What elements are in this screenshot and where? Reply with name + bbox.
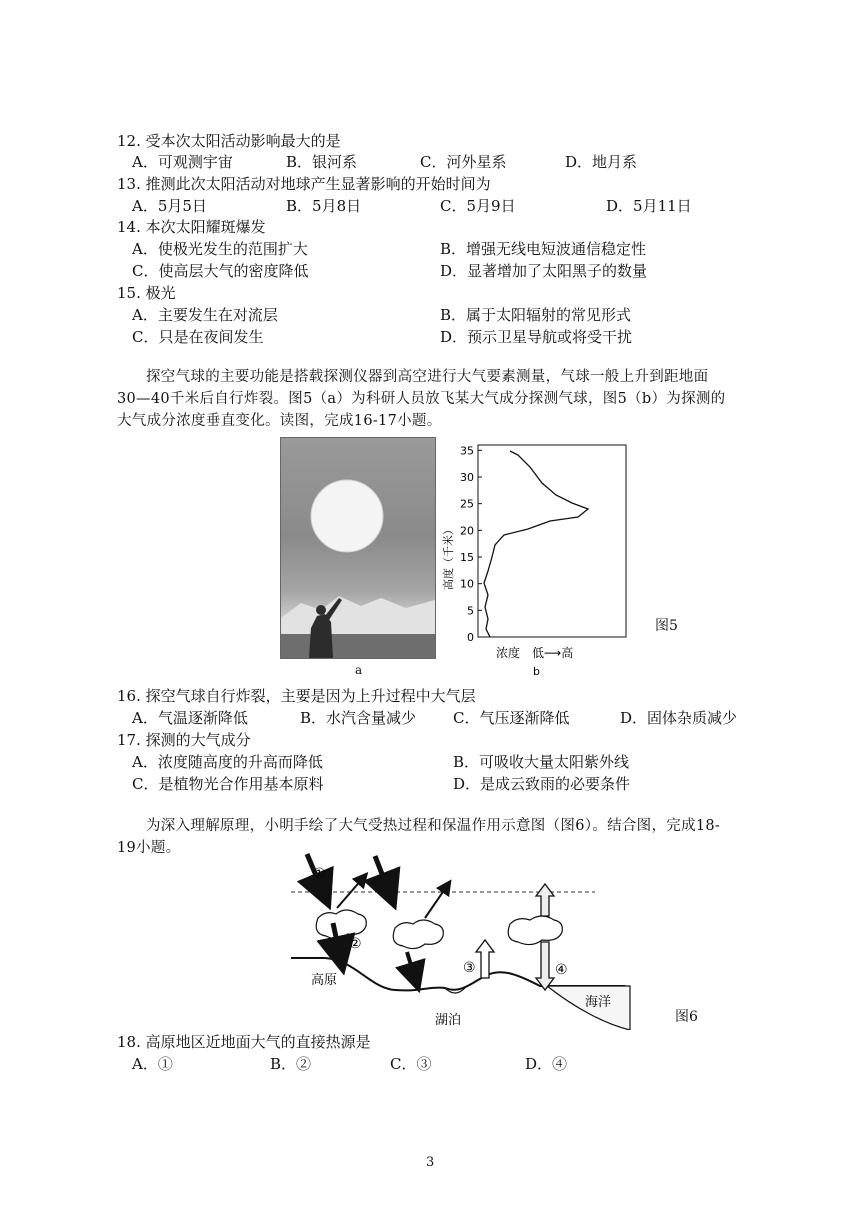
q15-option-c: C．只是在夜间发生	[132, 328, 264, 346]
reflected-arrow-1	[337, 878, 363, 908]
question-12-stem: 12. 受本次太阳活动影响最大的是	[117, 132, 341, 150]
q18-option-d: D．④	[525, 1055, 568, 1073]
q15-option-b: B．属于太阳辐射的常见形式	[440, 306, 632, 324]
passage1-line2: 30—40千米后自行炸裂。图5（a）为科研人员放飞某大气成分探测气球，图5（b）为探测的	[117, 391, 726, 407]
figure5-sub-a-label: a	[355, 663, 363, 677]
q17-option-a: A．浓度随高度的升高而降低	[132, 753, 323, 771]
q15-option-d: D．预示卫星导航或将受干扰	[440, 328, 633, 346]
question-14-stem: 14. 本次太阳耀斑爆发	[117, 218, 266, 236]
q16-option-a: A．气温逐渐降低	[132, 709, 248, 727]
atmospheric-counter-radiation-arrow	[536, 942, 554, 990]
page-number: 3	[426, 1155, 435, 1170]
ground-radiation-arrow	[476, 940, 494, 978]
q16-option-b: B．水汽含量减少	[300, 709, 417, 727]
mark-3: ③	[463, 960, 476, 976]
q13-option-d: D．5月11日	[606, 197, 692, 215]
y-tick-label: 35	[460, 444, 474, 458]
cloud-left	[316, 910, 366, 939]
lake-label: 湖泊	[435, 1013, 462, 1028]
plateau-label: 高原	[311, 973, 338, 988]
q17-option-c: C．是植物光合作用基本原料	[132, 775, 324, 793]
solar-radiation-arrow-4	[407, 952, 415, 978]
balloon-photo-illustration	[281, 438, 435, 658]
chart-ylabel: 高度（千米）	[442, 524, 455, 590]
q12-option-a: A．可观测宇宙	[132, 153, 233, 171]
y-tick-label: 15	[460, 551, 474, 564]
figure5-label: 图5	[655, 618, 678, 634]
q12-option-b: B．银河系	[286, 153, 358, 171]
passage1-line1: 探空气球的主要功能是搭载探测仪器到高空进行大气要素测量，气球一般上升到距地面	[146, 369, 709, 385]
q12-option-d: D．地月系	[565, 153, 638, 171]
reflected-arrow-2	[425, 886, 447, 918]
y-tick-label: 10	[460, 577, 474, 591]
q14-option-d: D．显著增加了太阳黑子的数量	[440, 262, 648, 280]
mark-4: ④	[555, 962, 568, 978]
q15-option-a: A．主要发生在对流层	[132, 306, 278, 324]
q18-option-a: A．①	[132, 1055, 173, 1073]
y-tick-label: 30	[460, 471, 474, 484]
question-17-stem: 17. 探测的大气成分	[117, 731, 251, 749]
figure5-sub-b-label: b	[533, 665, 540, 678]
cloud-middle	[393, 920, 443, 949]
question-15-stem: 15. 极光	[117, 284, 176, 302]
heating-process-diagram	[285, 848, 655, 1030]
question-16-stem: 16. 探空气球自行炸裂，主要是因为上升过程中大气层	[117, 687, 476, 705]
y-tick-label: 0	[467, 631, 474, 644]
question-13-stem: 13. 推测此次太阳活动对地球产生显著影响的开始时间为	[117, 175, 491, 193]
q16-option-c: C．气压逐渐降低	[453, 709, 570, 727]
question-18-stem: 18. 高原地区近地面大气的直接热源是	[117, 1033, 371, 1051]
mark-1: ①	[313, 866, 326, 882]
passage2-line2: 19小题。	[117, 840, 181, 856]
q17-option-b: B．可吸收大量太阳紫外线	[453, 753, 630, 771]
y-tick-label: 25	[460, 497, 474, 511]
figure6-label: 图6	[675, 1009, 698, 1025]
passage2-line1: 为深入理解原理，小明手绘了大气受热过程和保温作用示意图（图6）。结合图，完成18-	[146, 818, 721, 834]
balloon-photo	[280, 437, 436, 659]
q14-option-c: C．使高层大气的密度降低	[132, 262, 309, 280]
solar-radiation-arrow-2	[375, 856, 389, 892]
q16-option-d: D．固体杂质减少	[620, 709, 738, 727]
y-tick-label: 20	[460, 524, 474, 538]
concentration-curve	[484, 451, 588, 637]
concentration-profile-chart	[438, 437, 633, 682]
passage1-line3: 大气成分浓度垂直变化。读图，完成16-17小题。	[117, 413, 442, 429]
chart-xlabel: 浓度 低⟶高	[496, 646, 574, 660]
q14-option-a: A．使极光发生的范围扩大	[132, 240, 308, 258]
y-tick-label: 5	[467, 604, 474, 618]
q13-option-c: C．5月9日	[440, 197, 516, 215]
q13-option-a: A．5月5日	[132, 197, 207, 215]
chart-frame	[478, 445, 626, 637]
q17-option-d: D．是成云致雨的必要条件	[453, 775, 631, 793]
q13-option-b: B．5月8日	[286, 197, 362, 215]
q18-option-b: B．②	[270, 1055, 312, 1073]
atmospheric-radiation-up-arrow	[536, 884, 554, 916]
q14-option-b: B．增强无线电短波通信稳定性	[440, 240, 647, 258]
cloud-right	[508, 916, 562, 945]
q18-option-c: C．③	[390, 1055, 432, 1073]
ocean-label: 海洋	[585, 995, 612, 1010]
mark-2: ②	[349, 936, 362, 952]
chart-yticks	[460, 444, 482, 644]
q12-option-c: C．河外星系	[420, 153, 507, 171]
